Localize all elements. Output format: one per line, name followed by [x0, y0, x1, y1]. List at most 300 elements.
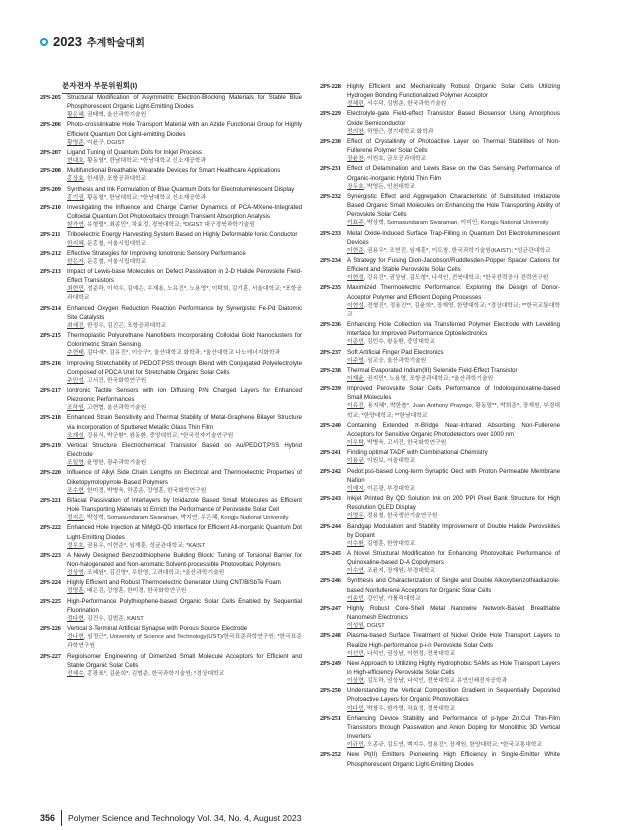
entry-authors — [67, 349, 302, 358]
abstract-entry — [40, 496, 302, 523]
poster-code: 2PS-218 — [40, 414, 61, 422]
presenting-author: 조하원 — [67, 405, 84, 412]
poster-code: 2PS-241 — [320, 449, 341, 457]
entry-body — [347, 137, 560, 164]
entry-body — [347, 604, 560, 631]
poster-code: 2PS-211 — [40, 231, 61, 239]
abstract-entry — [320, 320, 560, 347]
poster-code: 2PS-223 — [40, 551, 61, 559]
entry-authors — [347, 302, 560, 320]
page-footer — [40, 810, 302, 826]
co-authors: , 조혜원*, 김진영*, 우한영, 고려대학교; *울산과학기술원 — [83, 570, 225, 577]
circle-bullet-icon — [40, 38, 48, 46]
entry-title: Vertical Structure Electrochemical Transistor Based on Au/PEDOT:PSS Hybrid Electrode — [67, 441, 302, 459]
co-authors: , 문홍철, 서울시립대학교 — [83, 258, 147, 265]
entry-authors — [347, 595, 560, 604]
abstract-entry — [40, 597, 302, 624]
entry-authors — [347, 247, 560, 256]
poster-code: 2PS-237 — [320, 348, 341, 356]
presenting-author: 이현준 — [347, 247, 364, 254]
conference-year: 2023 — [53, 34, 82, 49]
presenting-author: 전혜린 — [347, 101, 364, 108]
entry-title: Bandgap Modulation and Stability Improvement of Double Halide Perovskites by Dopant — [347, 522, 560, 539]
poster-code: 2PS-245 — [320, 549, 341, 557]
co-authors: , 윤명한, 광주과학기술원 — [83, 460, 147, 467]
presenting-author: 추현태 — [67, 350, 84, 357]
presenting-author: 정다현 — [67, 615, 84, 622]
poster-code: 2PS-221 — [40, 496, 61, 504]
entry-body — [67, 331, 302, 358]
presenting-author: 이수환 — [347, 540, 364, 547]
abstract-entry — [40, 93, 302, 120]
presenting-author: 최예진 — [67, 322, 84, 329]
entry-authors — [347, 183, 560, 192]
journal-info: Polymer Science and Technology Vol. 34, No. 4, August 2023 — [68, 813, 302, 823]
entry-authors — [67, 615, 302, 624]
poster-code: 2PS-220 — [40, 469, 61, 477]
abstract-entry — [320, 549, 560, 576]
presenting-author: 홍상효 — [67, 176, 84, 183]
entry-body — [347, 448, 560, 466]
entry-authors — [67, 487, 302, 496]
co-authors: , 고서진, 한국화학연구원 — [83, 377, 147, 384]
presenting-author: 이수연 — [347, 568, 364, 575]
abstract-entry — [40, 185, 302, 203]
entry-authors — [67, 377, 302, 386]
co-authors: , 이원보, 서울대학교 — [363, 458, 416, 465]
entry-title: Pedot:pss-based Long-term Synaptic Oect with Proton Permeable Membrane Nafion — [347, 467, 560, 484]
entry-title: Bifacial Passivation of Interlayers by Imidazole Based Small Molecules as Efficient Hole Transporting Materials to Enrich the Performance of Perovskite Solar Cell — [67, 496, 302, 514]
entry-authors — [67, 194, 302, 203]
abstract-entry — [320, 750, 560, 768]
entry-body — [67, 551, 302, 578]
poster-code: 2PS-224 — [40, 579, 61, 587]
entry-authors — [347, 100, 560, 109]
entry-title: Enhanced Strain Sensitivity and Thermal Stability of Metal-Graphene Bilayer Structure via Incorporation of Sputtered Metallic Glass Thin Film — [67, 414, 302, 431]
entry-title: Inkjet Printed By QD Solution Ink on 200 PPI Pixel Bank Structure for High Resolution QLED Display — [347, 495, 560, 512]
abstract-entry — [40, 203, 302, 230]
entry-body — [67, 441, 302, 468]
abstract-entry — [320, 366, 560, 384]
entry-title: Influence of Alkyl Side Chain Lengths on Electrical and Thermoelectric Properties of Diketopyrrolopyrrole-Based Polymers — [67, 469, 302, 486]
entry-authors — [67, 514, 302, 523]
co-authors: , 나석인, 권상남, 이현정, 전북대학교 — [363, 650, 456, 657]
abstract-entry — [320, 522, 560, 549]
abstract-entry — [320, 109, 560, 136]
co-authors: , 용지혜*, 박한솔*, Juan Anthony Prayogo, 황동열**, 박희준*, 장재원, 부경대학교; *한양대학교; **한남대학교 — [347, 403, 560, 419]
poster-code: 2PS-212 — [40, 249, 61, 257]
entry-body — [67, 93, 302, 120]
co-authors: , 심교승, 울산과학기술원 — [363, 357, 427, 364]
entry-title: Plasma-based Surface Treatment of Nickel Oxide Hole Transport Layers to Realize High-performance p-i-n Perovskite Solar Cells — [347, 632, 560, 649]
entry-authors — [347, 375, 560, 384]
entry-authors — [67, 322, 302, 331]
entry-body — [67, 359, 302, 386]
entry-body — [347, 229, 560, 256]
entry-body — [347, 576, 560, 603]
entry-body — [67, 468, 302, 495]
entry-authors — [67, 240, 302, 249]
entry-authors — [67, 432, 302, 441]
entry-authors — [67, 139, 302, 148]
entry-authors — [347, 567, 560, 576]
entry-authors — [347, 219, 560, 228]
entry-title: Enhancing Device Stability and Performance of p-type Zn:CuI Thin-Film Transistors through Passivation and Anion Doping for Monolithic 3D Vertical Inverters — [347, 714, 560, 741]
abstract-entry — [40, 304, 302, 331]
entry-body — [67, 652, 302, 679]
entry-authors — [347, 457, 560, 466]
entry-authors — [67, 404, 302, 413]
entry-title: Maximized Thermoelectric Performance: Exploring the Design of Donor-Acceptor Polymer and Efficient Doping Processes — [347, 284, 560, 301]
entry-title: Photo-crosslinkable Hole Transport Material with an Azide Functional Group for Highly Efficient Quantum Dot Light-emitting Diodes — [67, 121, 302, 138]
poster-code: 2PS-222 — [40, 524, 61, 532]
presenting-author: 이상현 — [347, 678, 364, 685]
entry-authors — [347, 485, 560, 494]
co-authors: , 전형진*, 정용진**, 김윤희*, 장재영, 한양대학교; *경상대학교; **한국교통대학교 — [347, 302, 560, 318]
presenting-author: 황영준 — [67, 139, 84, 146]
co-authors: , 권태혁, 울산과학기술원 — [83, 112, 147, 119]
entry-body — [347, 164, 560, 191]
entry-body — [347, 82, 560, 109]
presenting-author: 현대호 — [67, 158, 84, 165]
entry-authors — [67, 285, 302, 303]
co-authors: , 이은광, 부경대학교 — [363, 485, 416, 492]
abstract-entry — [320, 604, 560, 631]
entry-title: Iontronic Tactile Sensors with Ion Diffusing P/N Charged Layers for Enhanced Piezoionic Performances — [67, 387, 302, 404]
abstract-entry — [320, 659, 560, 686]
abstract-entry — [40, 652, 302, 679]
entry-authors — [347, 402, 560, 420]
entry-title: Understanding the Vertical Composition Gradient in Sequentially Deposited Photoactive Layers for Organic Photovoltaics — [347, 687, 560, 704]
abstract-entry — [320, 137, 560, 164]
entry-title: Impact of Lewis-base Molecules on Defect Passivation in 2-D Halide Perovskite Field-Effect Transistors — [67, 267, 302, 285]
co-authors: , 김도하, 권상남, 나석인, 전북대학교 유연인쇄전자공학과 — [363, 678, 508, 685]
entry-body — [67, 166, 302, 184]
poster-code: 2PS-244 — [320, 522, 341, 530]
entry-title: Improved Perovskite Solar Cells Performance of Indoloquinoxaline-based Small Molecules — [347, 385, 560, 402]
entry-body — [67, 386, 302, 413]
presenting-author: 이주영 — [347, 357, 364, 364]
presenting-author: 황은혜 — [67, 112, 84, 119]
presenting-author: 전혜수 — [67, 670, 84, 677]
entry-title: Electrolyte-gate Field-effect Transistor Based Biosensor Using Amorphous Oxide Semiconductor — [347, 110, 560, 127]
abstract-entry — [320, 348, 560, 366]
poster-code: 2PS-240 — [320, 421, 341, 429]
poster-code: 2PS-252 — [320, 751, 341, 759]
poster-code: 2PS-227 — [40, 652, 61, 660]
entry-body — [67, 523, 302, 550]
poster-code: 2PS-243 — [320, 495, 341, 503]
co-authors: , 황동열*, 한남대학교; *한남대학교 신소재공학과 — [83, 194, 206, 201]
presenting-author: 이효주 — [347, 220, 364, 227]
entry-body — [67, 267, 302, 304]
co-authors: , 고현협, 울산과학기술원 — [83, 405, 147, 412]
co-authors: , 박영돈, 인천대학교 — [363, 183, 416, 190]
co-authors: , 문홍철, 서울시립대학교 — [83, 240, 147, 247]
poster-code: 2PS-216 — [40, 359, 61, 367]
presenting-author: 정나현 — [67, 634, 84, 641]
entry-body — [347, 494, 560, 521]
entry-title: Containing Extended π-Bridge Near-Infrared Absorbing Non-Fullerene Acceptors for Sensitive Organic Photodetectors over 1000 nm — [347, 421, 560, 438]
entry-title: Investigating the Influence and Charge Carrier Dynamics of PCA-MXene-Integrated Colloidal Quantum Dot Photovoltaics through Transient Absorption Analysis — [67, 203, 302, 221]
entry-title: Effect of Delamination and Lewis Base on the Gas Sensing Performance of Organic-inorganic Hybrid Thin Film — [347, 165, 560, 182]
abstract-entry — [40, 386, 302, 413]
entry-title: Soft Artificial Finger Pad Electronics — [347, 348, 444, 356]
presenting-author: 이재윤 — [347, 376, 364, 382]
presenting-author: 이송민 — [347, 595, 364, 602]
entry-body — [347, 467, 560, 494]
poster-code: 2PS-251 — [320, 714, 341, 722]
co-authors: , 한세광, 포항공과대학교 — [83, 176, 147, 183]
presenting-author: 이용규 — [347, 458, 364, 465]
divider — [61, 810, 62, 826]
poster-code: 2PS-217 — [40, 387, 61, 394]
poster-code: 2PS-219 — [40, 441, 61, 449]
co-authors: , DGIST — [363, 623, 385, 630]
co-authors: , 권지민*, 노용영, 포항공과대학교; *울산과학기술원 — [363, 376, 494, 382]
co-authors: , 홍광표*, 김윤희*, 김범준, 한국과학기술원; *경상대학교 — [83, 670, 225, 677]
abstract-entry — [320, 421, 560, 448]
poster-code: 2PS-209 — [40, 185, 61, 193]
abstract-entry — [320, 576, 560, 603]
entry-title: Thermal Evaporated Indium(III) Selenide Field-Effect Transistor — [347, 366, 518, 374]
entry-authors — [347, 439, 560, 448]
poster-code: 2PS-236 — [320, 321, 341, 329]
poster-code: 2PS-215 — [40, 332, 61, 340]
abstract-entry — [40, 120, 302, 147]
poster-code: 2PS-206 — [40, 121, 61, 129]
co-authors: , 강용식, 박군환*, 왕동환, 중앙대학교; *한국전자기술연구원 — [83, 432, 234, 439]
poster-code: 2PS-207 — [40, 148, 61, 156]
poster-code: 2PS-233 — [320, 229, 341, 237]
abstract-entry — [320, 714, 560, 751]
poster-code: 2PS-250 — [320, 687, 341, 695]
abstract-entry — [40, 331, 302, 358]
poster-code: 2PS-246 — [320, 577, 341, 585]
entry-authors — [67, 157, 302, 166]
abstract-entry — [320, 448, 560, 466]
entry-title: Highly Efficient and Mechanically Robust Organic Solar Cells Utilizing Hydrogen Bonding Functionalized Polymer Acceptor — [347, 83, 560, 100]
poster-code: 2PS-230 — [320, 137, 341, 145]
presenting-author: 조일영 — [67, 460, 84, 467]
presenting-author: 이우탁 — [347, 440, 364, 447]
entry-authors — [347, 741, 560, 750]
entry-body — [347, 384, 560, 421]
presenting-author: 정상영 — [67, 570, 84, 577]
entry-authors — [347, 512, 560, 521]
entry-body — [67, 185, 302, 203]
entry-body — [67, 578, 302, 596]
co-authors: , 김영훈, 한양대학교 — [363, 540, 416, 547]
presenting-author: 이성원 — [347, 623, 364, 630]
entry-title: Finding optimal TADF with Combinational Chemistry — [347, 449, 488, 457]
entry-title: A Novel Structural Modification for Enhancing Photovoltaic Performance of Quinoxaline-based D-A Copolymers — [347, 549, 560, 567]
entry-authors — [347, 338, 560, 347]
abstract-entry — [320, 283, 560, 320]
co-authors: , 서수덕, 김범준, 한국과학기술원 — [363, 101, 447, 108]
abstract-entry — [40, 267, 302, 304]
entry-body — [67, 203, 302, 230]
entry-body — [347, 109, 560, 136]
entry-authors — [347, 155, 560, 164]
right-column — [320, 82, 560, 769]
entry-body — [347, 659, 560, 686]
entry-title: A Newly Designed Benzodithiophene Building Block: Tuning of Torsional Barrier for Non-halogenated and Non-aromatic Solvent-processible Photovoltaic Polymers — [67, 551, 302, 568]
poster-code: 2PS-235 — [320, 284, 341, 292]
presenting-author: 한은지 — [67, 258, 84, 265]
abstract-entry — [320, 384, 560, 421]
entry-authors — [347, 705, 560, 714]
entry-authors — [347, 622, 560, 631]
co-authors: , 박상혁, Somasundaram Sivaraman, 이미인, Kongju National University — [363, 220, 549, 227]
entry-title: High-Performance Polythiophene-based Organic Solar Cells Enabled by Sequential Fluorination — [67, 597, 302, 614]
abstract-entry — [40, 624, 302, 651]
co-authors: , 강인남, 가톨릭대학교 — [363, 595, 421, 602]
abstract-entry — [40, 230, 302, 248]
co-authors: , 정용철, 한국생산기술연구원 — [363, 513, 438, 520]
entry-authors — [67, 542, 302, 551]
entry-authors — [67, 459, 302, 468]
abstract-entry — [40, 166, 302, 184]
abstract-entry — [320, 229, 560, 256]
entry-body — [347, 366, 560, 384]
poster-code: 2PS-232 — [320, 192, 341, 200]
entry-authors — [67, 221, 302, 230]
poster-code: 2PS-234 — [320, 256, 341, 264]
entry-body — [347, 549, 560, 576]
entry-authors — [347, 677, 560, 686]
abstract-entry — [320, 164, 560, 191]
entry-authors — [67, 258, 302, 267]
presenting-author: 홍기권 — [67, 194, 84, 201]
entry-body — [67, 120, 302, 147]
abstract-entry — [320, 82, 560, 109]
co-authors: , 이원호, 금오공과대학교 — [363, 156, 427, 163]
presenting-author: 한지혜 — [67, 240, 84, 247]
presenting-author: 정지은 — [67, 515, 84, 522]
co-authors: , 박상혁, Somasundaram Sivaraman, 박지연, 우은혜, Kongju National University — [83, 515, 289, 522]
presenting-author: 이유진 — [347, 403, 364, 410]
entry-body — [347, 631, 560, 658]
entry-body — [347, 283, 560, 320]
entry-body — [347, 348, 560, 366]
presenting-author: 정우호 — [67, 542, 84, 549]
left-column — [40, 93, 302, 679]
entry-title: Highly Robust Core-Shell Metal Nanowire Network-Based Breathable Nanomesh Electronics — [347, 604, 560, 622]
co-authors: , 하영근, 경기대학교 화학과 — [363, 128, 434, 135]
entry-body — [347, 421, 560, 448]
presenting-author: 전의찬 — [347, 128, 364, 135]
co-authors: , 정준하, 이석우, 김예은, 우재용, 노유진*, 노용영*, 이탁희, 김기훈, 서울대학교; *포항공과대학교 — [67, 286, 302, 302]
entry-title: Enhanced Hole Injection at NiMgO-QD Interface for Efficient All-inorganic Quantum Dot Light-Emitting Diodes — [67, 524, 302, 541]
abstract-entry — [40, 413, 302, 440]
co-authors: , 권용우*, 조현진, 임재훈*, 이도창, 한국과학기술원(KAIST); *성균관대학교 — [363, 247, 551, 254]
entry-title: A Strategy for Fusing Dion-Jacobson/Ruddlesden-Popper Spacer Cations for Efficient and Stable Perovskite Solar Cells — [347, 256, 560, 274]
entry-title: Synthesis and Ink Formulation of Blue Quantum Dots for Electroluminescent Display — [67, 185, 295, 193]
entry-title: Vertical 3-Terminal Artificial Synapse with Porous Source Electrode — [67, 625, 248, 633]
entry-body — [67, 304, 302, 331]
presenting-author: 이선민 — [347, 650, 364, 657]
entry-body — [67, 496, 302, 523]
poster-code: 2PS-214 — [40, 304, 61, 312]
entry-title: Metal Oxide-Induced Surface Trap-Filling in Quantum Dot Electroluminescent Devices — [347, 229, 560, 246]
entry-body — [347, 686, 560, 713]
co-authors: , 강유진*, 권상남, 김도형*, 나석인, 전북대학교; *한국전력공사 전력연구원 — [363, 275, 549, 282]
poster-code: 2PS-249 — [320, 659, 341, 667]
presenting-author: 이현성 — [347, 302, 364, 309]
abstract-entry — [40, 578, 302, 596]
entry-body — [347, 192, 560, 229]
abstract-entry — [320, 631, 560, 658]
co-authors: , 박창우, 함가영, 차효정, 경북대학교 — [363, 705, 456, 712]
co-authors: , 배은진, 강영훈, 한미경, 한국화학연구원 — [83, 588, 187, 595]
entry-body — [67, 413, 302, 440]
entry-body — [347, 750, 560, 768]
presenting-author: 이예지 — [347, 485, 364, 492]
poster-code: 2PS-210 — [40, 203, 61, 211]
conference-header — [40, 34, 145, 49]
poster-code: 2PS-239 — [320, 385, 341, 393]
co-authors: , 황동열*, 한남대학교; *한남대학교 신소재공학과 — [83, 158, 206, 165]
entry-title: Enhancing Hole Collection via Transferred Polymer Electrode with Levelling Interface for Improved Performance Optoelectronics — [347, 321, 560, 338]
poster-code: 2PS-226 — [40, 625, 61, 633]
presenting-author: 이다민 — [347, 705, 364, 712]
entry-body — [347, 320, 560, 347]
entry-title: Multifunctional Breathable Wearable Devices for Smart Healthcare Applications — [67, 167, 281, 175]
entry-title: Regioisomer Engineering of Dimerized Small Molecule Acceptors for Efficient and Stable Organic Solar Cells — [67, 652, 302, 669]
abstract-entry — [40, 523, 302, 550]
abstract-entry — [40, 359, 302, 386]
entry-body — [67, 597, 302, 624]
entry-authors — [347, 540, 560, 549]
co-authors: , 박병욱, 고서진, 한국화학연구원 — [363, 440, 447, 447]
entry-title: Triboelectric Energy Harvesting System Based on Highly Deformable Ionic Conductor — [67, 231, 298, 239]
poster-code: 2PS-231 — [320, 165, 341, 173]
presenting-author: 함가연 — [67, 222, 84, 229]
abstract-entry — [320, 467, 560, 494]
entry-body — [67, 230, 302, 248]
co-authors: , 오종규, 김도연, 백지수, 정용진*, 장재원, 한양대학교; *한국교통대학교 — [363, 742, 543, 749]
presenting-author: 이규민 — [347, 742, 364, 749]
abstract-entry — [40, 468, 302, 495]
entry-body — [67, 624, 302, 651]
entry-title: Enhanced Oxygen Reduction Reaction Performance by Synergistic Fe-Pd Diatomic Site Catalysts — [67, 304, 302, 321]
entry-body — [347, 522, 560, 549]
entry-authors — [347, 274, 560, 283]
abstract-entry — [320, 192, 560, 229]
poster-code: 2PS-247 — [320, 604, 341, 612]
presenting-author: 조재성 — [67, 432, 84, 439]
entry-title: New Pt(II) Emitters Pioneering High Efficiency in Single-Emitter White Phosphorescent Organic Light-Emitting Diodes — [347, 751, 560, 768]
co-authors: , 김건우, 김범준, KAIST — [83, 615, 144, 622]
poster-code: 2PS-225 — [40, 597, 61, 605]
presenting-author: 정명훈 — [67, 588, 84, 595]
entry-authors — [67, 111, 302, 120]
abstract-entry — [40, 441, 302, 468]
presenting-author: 최현민 — [67, 286, 84, 293]
co-authors: , 조윤지, 장재원, 부경대학교 — [363, 568, 436, 575]
co-authors: , 김다예*, 김유진*, 이승구*, 울산대학교 화학과; *울산대학교 나노에너지화학과 — [83, 350, 281, 357]
section-title: 분자전자 부문위원회(I) — [62, 80, 300, 94]
entry-authors — [347, 650, 560, 659]
abstract-entry — [320, 494, 560, 521]
entry-body — [67, 148, 302, 166]
entry-title: Structural Modification of Asymmetric Electron-Blocking Materials for Stable Blue Phosphorescent Organic Light-Emitting Diodes — [67, 94, 302, 111]
entry-authors — [67, 569, 302, 578]
presenting-author: 이영우 — [347, 513, 364, 520]
co-authors: , 유형렬*, 최종민*, 차효정, 경북대학교; *DGIST 대구경북과학기술원 — [83, 222, 255, 229]
entry-authors — [347, 128, 560, 137]
